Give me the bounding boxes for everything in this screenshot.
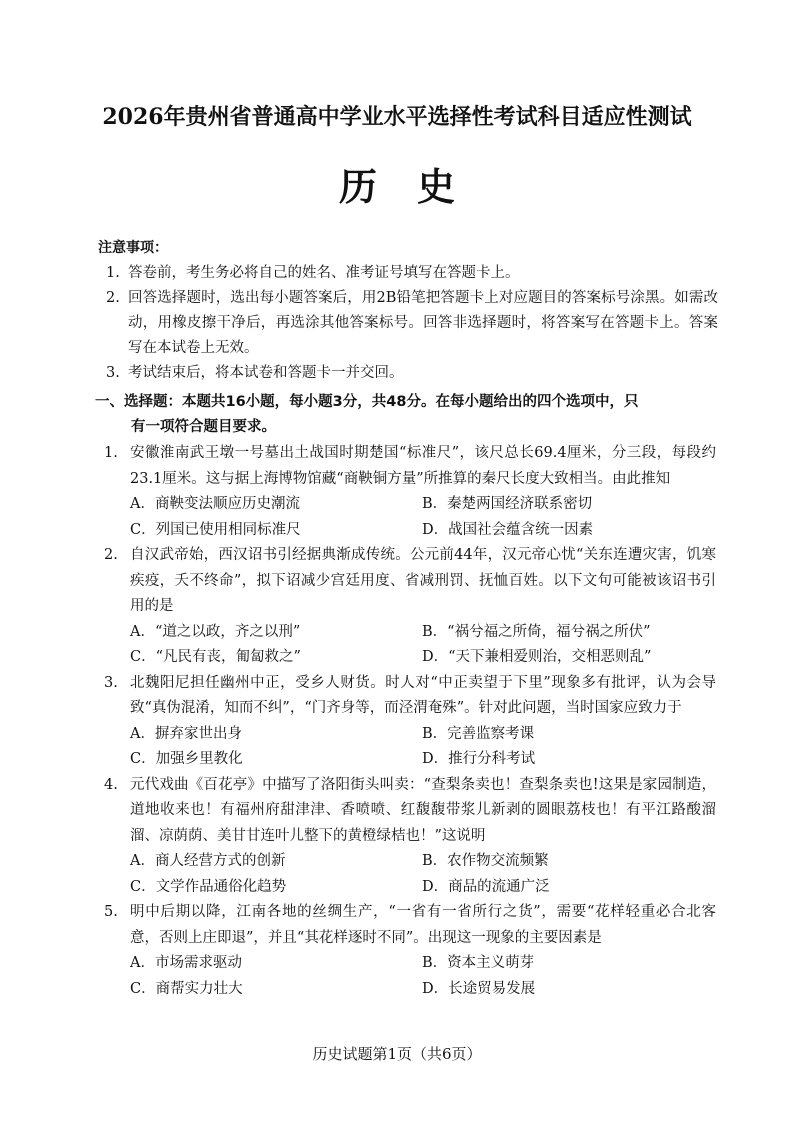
question-number: 3.: [104, 674, 118, 691]
question-number: 4.: [104, 776, 118, 793]
note-number: 3.: [106, 365, 120, 381]
section-heading: [95, 390, 715, 440]
question-stem: 元代戏曲《百花亭》中描写了洛阳街头叫卖：“查梨条卖也！查梨条卖也!这果是家园制造，道地收来也！有福州府甜津津、香喷喷、红馥馥带浆儿新剥的圆眼荔枝也！有平江路酸溜溜、凉荫荫、美甘甘连叶儿整下的黄橙绿桔也！”这说明: [130, 776, 716, 844]
question-stem: 自汉武帝始，西汉诏书引经据典渐成传统。公元前44年，汉元帝心忧“关东连遭灾害，饥寒疾疫，夭不终命”，拟下诏减少宫廷用度、省减刑罚、抚恤百姓。以下文句可能被该诏书引用的是: [130, 547, 716, 614]
notes-block: [98, 236, 718, 386]
option-grid: [104, 620, 716, 671]
option-b: B．完善监察考课: [422, 725, 535, 742]
option-b: B．资本主义萌芽: [422, 955, 535, 971]
note-number: 2.: [106, 290, 120, 306]
option-a: A．市场需求驱动: [130, 955, 242, 971]
option-grid: [104, 849, 716, 900]
option-d: D．战国社会蕴含统一因素: [422, 521, 594, 538]
option-grid: [104, 722, 716, 773]
note-item: [98, 261, 718, 286]
question-number: 2.: [104, 547, 118, 563]
note-item: [98, 286, 718, 361]
option-c: C．列国已使用相同标准尺: [130, 521, 301, 538]
exam-title: 2026年贵州省普通高中学业水平选择性考试科目适应性测试: [102, 104, 692, 130]
option-a: A．商鞅变法顺应历史潮流: [130, 496, 300, 512]
question-number: 5.: [104, 904, 118, 920]
option-c: C．加强乡里教化: [130, 751, 243, 767]
question-5: [104, 900, 716, 1002]
option-c: C．商帮实力壮大: [130, 980, 243, 997]
note-text: 考试结束后，将本试卷和答题卡一并交回。: [128, 365, 404, 381]
option-a: A．商人经营方式的创新: [130, 853, 286, 869]
option-b: B．农作物交流频繁: [422, 853, 549, 869]
option-a: A．“道之以政，齐之以刑”: [130, 623, 301, 640]
section-heading-line2: 有一项符合题目要求。: [131, 419, 276, 435]
option-a: A．摒弃家世出身: [130, 725, 242, 742]
notes-heading: 注意事项：: [98, 240, 168, 256]
question-3: [104, 671, 716, 773]
subject-title: 历史: [338, 164, 495, 209]
option-b: B．“祸兮福之所倚，福兮祸之所伏”: [422, 623, 651, 640]
page-footer: 历史试题第1页（共6页）: [312, 1045, 482, 1063]
note-number: 1.: [106, 265, 120, 281]
question-4: [104, 773, 716, 901]
question-2: [104, 543, 716, 671]
question-1: [104, 441, 716, 543]
question-stem: 北魏阳尼担任幽州中正，受乡人财货。时人对“中正卖望于下里”现象多有批评，认为会导致“真伪混淆，知而不纠”，“门齐身等，而泾渭奄殊”。针对此问题，当时国家应致力于: [130, 674, 716, 716]
option-c: C．文学作品通俗化趋势: [130, 878, 287, 895]
option-d: D．推行分科考试: [422, 751, 536, 767]
option-grid: [104, 492, 716, 543]
option-b: B．秦楚两国经济联系密切: [422, 496, 593, 512]
option-grid: [104, 951, 716, 1002]
note-text: 回答选择题时，选出每小题答案后，用2B铅笔把答题卡上对应题目的答案标号涂黑。如需改动，用橡皮擦干净后，再选涂其他答案标号。回答非选择题时，将答案写在答题卡上。答案写在本试卷上无效。: [128, 290, 718, 356]
section-heading-line1: 一、选择题：本题共16小题，每小题3分，共48分。在每小题给出的四个选项中，只: [95, 394, 639, 410]
question-stem: 安徽淮南武王墩一号墓出土战国时期楚国“标准尺”，该尺总长69.4厘米，分三段，每段约23.1厘米。这与据上海博物馆藏“商鞅铜方量”所推算的秦尺长度大致相当。由此推知: [130, 445, 716, 487]
option-d: D．“天下兼相爱则治，交相恶则乱”: [422, 649, 652, 665]
option-d: D．长途贸易发展: [422, 980, 536, 997]
note-text: 答卷前，考生务必将自己的姓名、准考证号填写在答题卡上。: [128, 265, 520, 281]
option-c: C．“凡民有丧，匍匐救之”: [130, 649, 301, 665]
option-d: D．商品的流通广泛: [422, 878, 550, 895]
note-item: [98, 361, 718, 386]
question-list: [104, 441, 716, 1002]
question-stem: 明中后期以降，江南各地的丝绸生产，“一省有一省所行之货”，需要“花样轻重必合北客意，否则上庄即退”，并且“其花样逐时不同”。出现这一现象的主要因素是: [130, 904, 716, 946]
question-number: 1.: [104, 445, 118, 461]
